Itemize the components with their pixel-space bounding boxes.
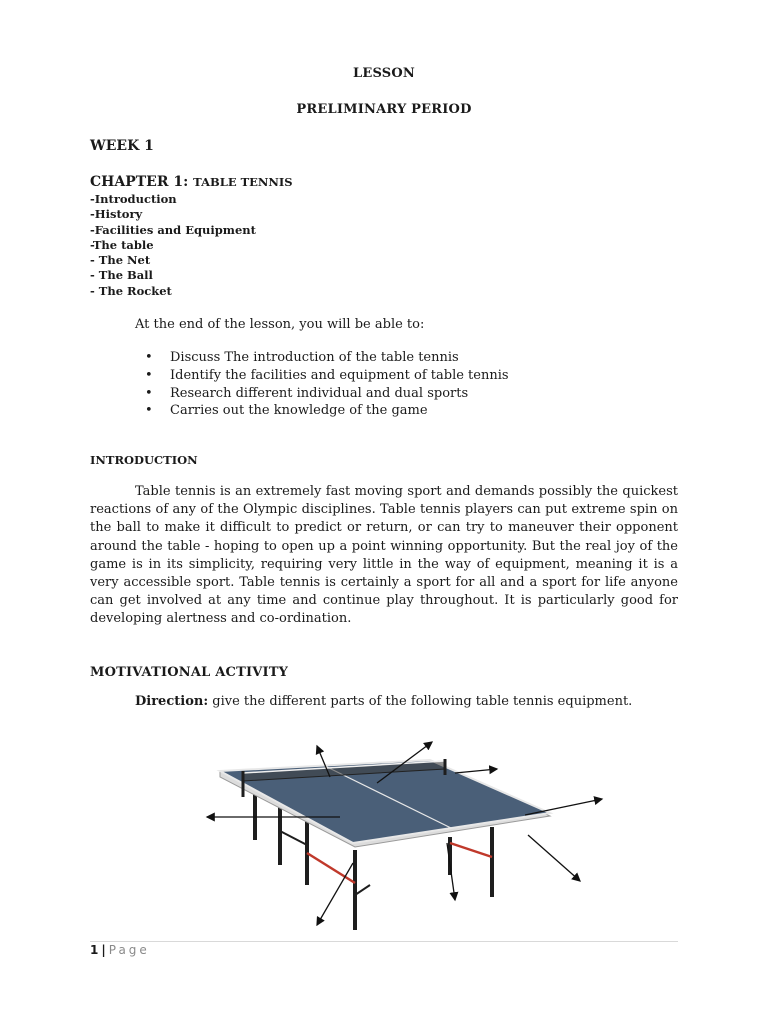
objectives-lead: At the end of the lesson, you will be able to:	[135, 317, 425, 332]
period-title: PRELIMINARY PERIOD	[296, 102, 472, 117]
outline-item: - The Ball	[90, 268, 153, 283]
introduction-heading: INTRODUCTION	[90, 453, 198, 467]
leg-brace	[307, 843, 492, 883]
outline-item: -The table	[90, 237, 154, 252]
footer-divider	[90, 941, 678, 942]
chapter-heading	[90, 174, 293, 190]
direction-body: give the different parts of the following table tennis equipment.	[208, 694, 633, 709]
objective-item: • Carries out the knowledge of the game	[145, 402, 509, 420]
outline-item: -Introduction	[90, 192, 177, 206]
direction-text	[135, 694, 632, 709]
footer-separator: |	[101, 943, 106, 957]
outline-item: -Facilities and Equipment	[90, 222, 256, 237]
table-tennis-table-illustration-icon	[195, 735, 615, 935]
week-heading: WEEK 1	[90, 138, 154, 154]
direction-label: Direction:	[135, 694, 209, 709]
outline-item: - The Rocket	[90, 283, 172, 298]
page-number: 1	[90, 943, 99, 957]
outline-item: -History	[90, 207, 143, 222]
chapter-label: CHAPTER 1:	[90, 174, 189, 190]
page-label: Page	[108, 943, 150, 957]
chapter-topic: TABLE TENNIS	[193, 175, 293, 189]
outline-item: - The Net	[90, 253, 151, 268]
objective-item: • Identify the facilities and equipment of table tennis	[145, 367, 509, 385]
motivational-heading: MOTIVATIONAL ACTIVITY	[90, 665, 289, 680]
lesson-title: LESSON	[353, 66, 415, 81]
objectives-list	[145, 349, 509, 420]
introduction-paragraph: Table tennis is an extremely fast moving sport and demands possibly the quickest reactions of any of the Olympic disciplines. Table tennis players can put extreme spin on the ball to make it difficult to predict or return, or can try to maneuver their opponent around the table - hoping to open up a point winning opportunity. But the real joy of the game is in its simplicity, requiring very little in the way of equipment, meaning it is a very accessible sport. Table tennis is certainly a sport for all and a sport for life anyone can get involved at any time and continue play throughout. It is particularly good for developing alertness and co-ordination.	[90, 484, 678, 627]
page-footer	[90, 943, 150, 957]
chapter-outline	[90, 192, 256, 299]
objective-item: • Discuss The introduction of the table tennis	[145, 349, 509, 367]
objective-item: • Research different individual and dual sports	[145, 385, 509, 403]
